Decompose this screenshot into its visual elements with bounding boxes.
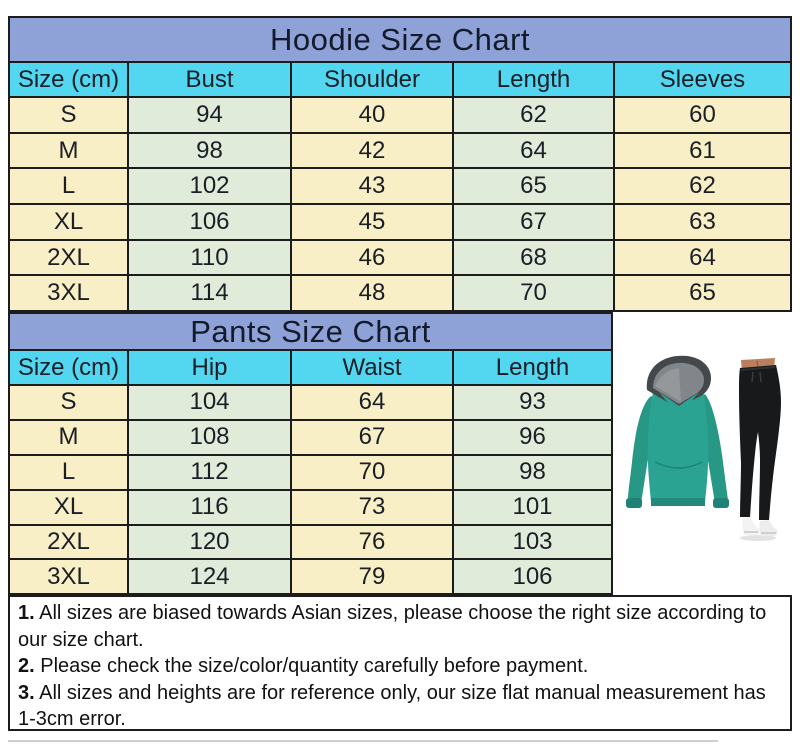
measurement-cell: 63 bbox=[615, 205, 790, 239]
size-label-cell: 2XL bbox=[10, 241, 127, 275]
measurement-cell: 48 bbox=[292, 276, 452, 310]
size-label-cell: S bbox=[10, 98, 127, 132]
measurement-cell: 76 bbox=[292, 526, 452, 559]
divider-line bbox=[8, 740, 718, 742]
measurement-cell: 70 bbox=[454, 276, 613, 310]
measurement-cell: 102 bbox=[129, 169, 290, 203]
measurement-cell: 110 bbox=[129, 241, 290, 275]
measurement-cell: 64 bbox=[454, 134, 613, 168]
measurement-cell: 112 bbox=[129, 456, 290, 489]
size-label-cell: M bbox=[10, 421, 127, 454]
hoodie-size-table bbox=[8, 16, 792, 312]
measurement-cell: 73 bbox=[292, 491, 452, 524]
measurement-cell: 98 bbox=[129, 134, 290, 168]
measurement-cell: 43 bbox=[292, 169, 452, 203]
measurement-cell: 103 bbox=[454, 526, 611, 559]
measurement-cell: 62 bbox=[615, 169, 790, 203]
size-label-cell: 3XL bbox=[10, 276, 127, 310]
measurement-cell: 62 bbox=[454, 98, 613, 132]
column-header: Waist bbox=[292, 351, 452, 384]
notes-box bbox=[8, 595, 792, 731]
size-label-cell: L bbox=[10, 456, 127, 489]
pants-table-title: Pants Size Chart bbox=[10, 314, 611, 349]
measurement-cell: 94 bbox=[129, 98, 290, 132]
measurement-cell: 61 bbox=[615, 134, 790, 168]
note-number: 1. bbox=[18, 602, 35, 624]
column-header: Sleeves bbox=[615, 63, 790, 96]
pants-size-table bbox=[8, 312, 613, 595]
note-number: 3. bbox=[18, 681, 35, 704]
measurement-cell: 98 bbox=[454, 456, 611, 489]
measurement-cell: 65 bbox=[454, 169, 613, 203]
size-label-cell: L bbox=[10, 169, 127, 203]
note-number: 2. bbox=[18, 655, 35, 677]
measurement-cell: 101 bbox=[454, 491, 611, 524]
hoodie-table-title: Hoodie Size Chart bbox=[10, 18, 790, 61]
measurement-cell: 40 bbox=[292, 98, 452, 132]
measurement-cell: 104 bbox=[129, 386, 290, 419]
size-label-cell: XL bbox=[10, 491, 127, 524]
outfit-illustration bbox=[613, 312, 792, 594]
size-label-cell: 3XL bbox=[10, 560, 127, 593]
measurement-cell: 93 bbox=[454, 386, 611, 419]
note-text: All sizes and heights are for reference only, our size flat manual measurement has 1-3cm error. bbox=[18, 681, 766, 730]
measurement-cell: 106 bbox=[454, 560, 611, 593]
hoodie-graphic bbox=[626, 356, 729, 508]
measurement-cell: 64 bbox=[292, 386, 452, 419]
note-line-1 bbox=[18, 600, 782, 653]
measurement-cell: 65 bbox=[615, 276, 790, 310]
measurement-cell: 64 bbox=[615, 241, 790, 275]
measurement-cell: 67 bbox=[292, 421, 452, 454]
note-line-3 bbox=[18, 680, 782, 733]
size-label-cell: 2XL bbox=[10, 526, 127, 559]
measurement-cell: 114 bbox=[129, 276, 290, 310]
note-text: Please check the size/color/quantity carefully before payment. bbox=[34, 655, 589, 677]
column-header: Length bbox=[454, 351, 611, 384]
column-header: Length bbox=[454, 63, 613, 96]
column-header: Hip bbox=[129, 351, 290, 384]
column-header: Shoulder bbox=[292, 63, 452, 96]
size-label-cell: XL bbox=[10, 205, 127, 239]
measurement-cell: 42 bbox=[292, 134, 452, 168]
column-header: Size (cm) bbox=[10, 351, 127, 384]
note-line-2 bbox=[18, 653, 782, 680]
measurement-cell: 46 bbox=[292, 241, 452, 275]
measurement-cell: 120 bbox=[129, 526, 290, 559]
note-text: All sizes are biased towards Asian sizes, please choose the right size according to our size chart. bbox=[18, 602, 767, 651]
measurement-cell: 124 bbox=[129, 560, 290, 593]
measurement-cell: 68 bbox=[454, 241, 613, 275]
product-photo bbox=[613, 312, 792, 594]
size-label-cell: S bbox=[10, 386, 127, 419]
measurement-cell: 60 bbox=[615, 98, 790, 132]
measurement-cell: 116 bbox=[129, 491, 290, 524]
column-header: Bust bbox=[129, 63, 290, 96]
measurement-cell: 79 bbox=[292, 560, 452, 593]
measurement-cell: 106 bbox=[129, 205, 290, 239]
measurement-cell: 96 bbox=[454, 421, 611, 454]
measurement-cell: 108 bbox=[129, 421, 290, 454]
sneakers-graphic bbox=[740, 517, 778, 541]
measurement-cell: 45 bbox=[292, 205, 452, 239]
column-header: Size (cm) bbox=[10, 63, 127, 96]
measurement-cell: 70 bbox=[292, 456, 452, 489]
measurement-cell: 67 bbox=[454, 205, 613, 239]
pants-graphic bbox=[739, 358, 781, 520]
size-label-cell: M bbox=[10, 134, 127, 168]
